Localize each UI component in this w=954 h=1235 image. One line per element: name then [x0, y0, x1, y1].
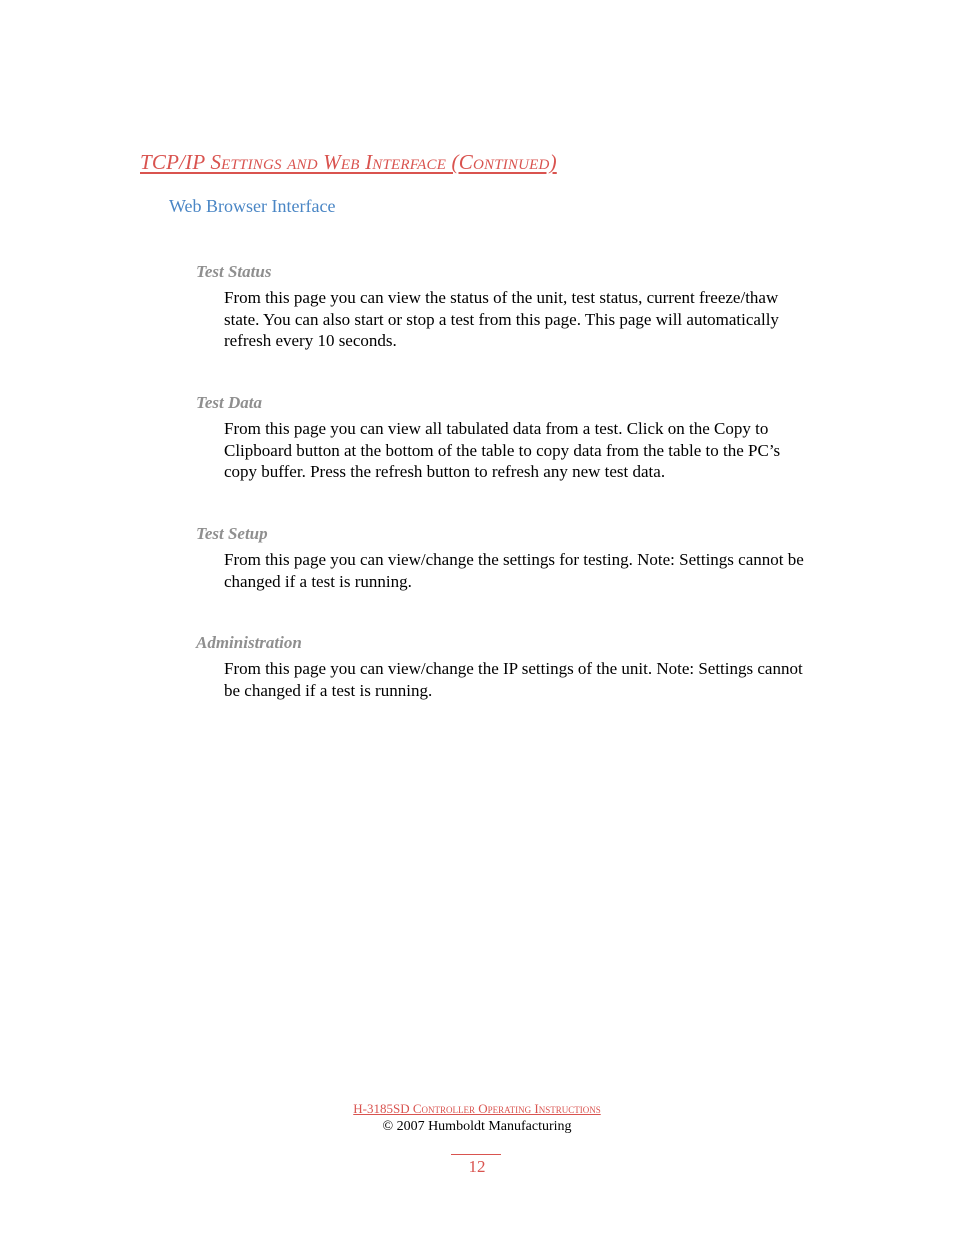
- item-heading: Test Status: [196, 262, 272, 281]
- footer-divider: [451, 1154, 501, 1155]
- item-heading: Administration: [196, 633, 302, 652]
- item-test-status: [196, 262, 816, 352]
- item-heading: Test Data: [196, 393, 262, 412]
- footer-doc-title: H-3185SD Controller Operating Instructions: [353, 1101, 601, 1116]
- item-heading: Test Setup: [196, 524, 268, 543]
- item-body: From this page you can view/change the IP settings of the unit. Note: Settings cannot be changed if a test is running.: [224, 659, 803, 700]
- item-test-setup: [196, 524, 816, 592]
- subsection-title: Web Browser Interface: [169, 196, 336, 216]
- item-body: From this page you can view/change the settings for testing. Note: Settings cannot be changed if a test is running.: [224, 550, 804, 591]
- section-title: TCP/IP Settings and Web Interface (Continued): [140, 150, 557, 174]
- footer-copyright: © 2007 Humboldt Manufacturing: [382, 1119, 572, 1134]
- item-body: From this page you can view all tabulated data from a test. Click on the Copy to Clipboard button at the bottom of the table to copy data from the table to the PC’s copy buffer. Press the refresh button to refresh any new test data.: [224, 419, 781, 482]
- page-number: 12: [468, 1157, 486, 1176]
- item-test-data: [196, 393, 816, 483]
- item-administration: [196, 633, 816, 701]
- item-body: From this page you can view the status of the unit, test status, current freeze/thaw state. You can also start or stop a test from this page. This page will automatically refresh every 10 seconds.: [224, 288, 779, 351]
